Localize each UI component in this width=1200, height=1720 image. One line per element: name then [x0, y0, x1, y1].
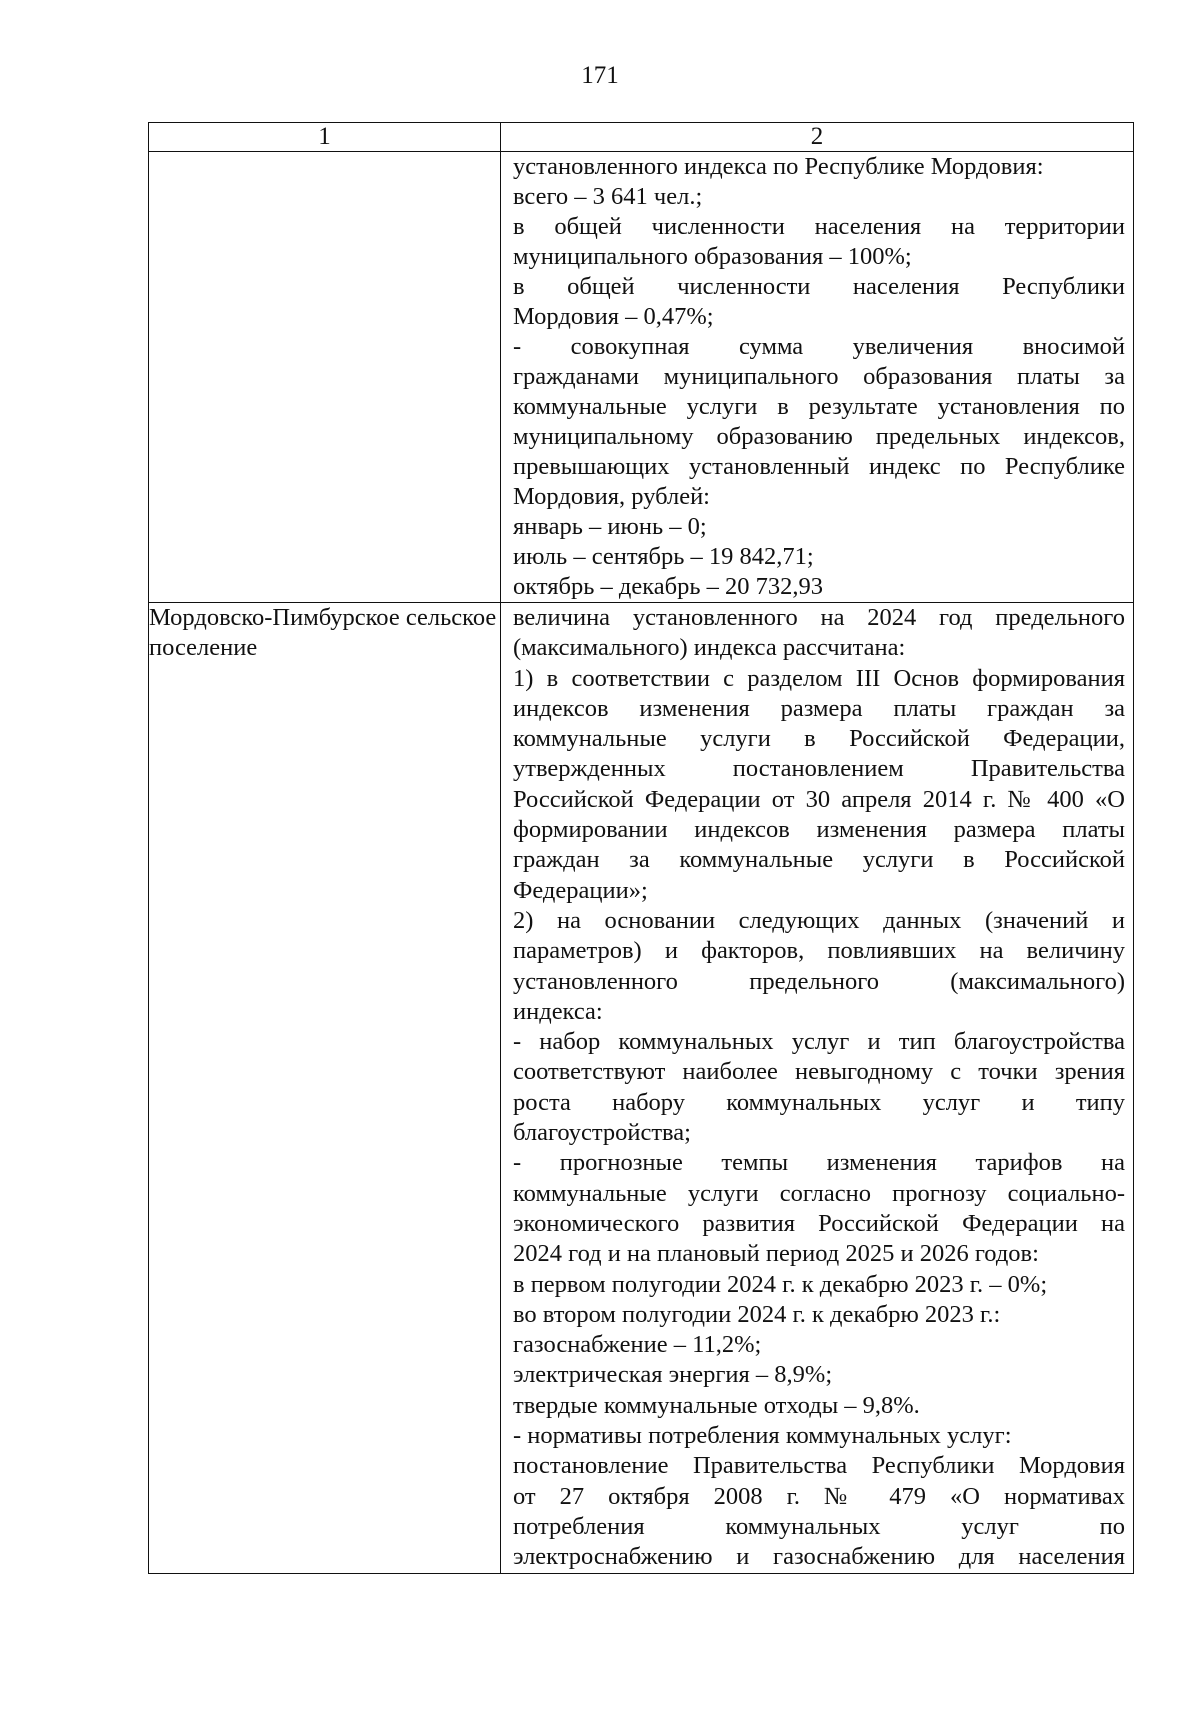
text-line: октябрь – декабрь – 20 732,93: [513, 573, 824, 600]
text-line: утвержденных постановлением Правительства: [513, 755, 1125, 783]
text-line: индекса:: [513, 997, 603, 1025]
text-line: гражданами муниципального образования платы за: [513, 363, 1125, 390]
text-line: газоснабжение – 11,2%;: [513, 1331, 762, 1359]
page-number: 171: [581, 62, 619, 89]
text-line: твердые коммунальные отходы – 9,8%.: [513, 1391, 920, 1419]
text-line: индексов изменения размера платы граждан за: [513, 694, 1125, 722]
text-line: - набор коммунальных услуг и тип благоустройства: [513, 1028, 1125, 1056]
text-line: потребления коммунальных услуг по: [513, 1512, 1125, 1540]
text-line: параметров) и факторов, повлиявших на величину: [513, 937, 1125, 965]
text-line: установленного предельного (максимального): [513, 967, 1125, 995]
text-line: во втором полугодии 2024 г. к декабрю 2023 г.:: [513, 1300, 1001, 1328]
text-line: (максимального) индекса рассчитана:: [513, 634, 906, 662]
text-line: экономического развития Российской Федерации на: [513, 1209, 1125, 1237]
text-line: - совокупная сумма увеличения вносимой: [513, 333, 1125, 360]
text-line: Мордовия, рублей:: [513, 483, 710, 510]
municipality-cell: [149, 152, 501, 603]
text-line: соответствуют наиболее невыгодному с точки зрения: [513, 1058, 1125, 1086]
text-line: в общей численности населения Республики: [513, 273, 1125, 300]
text-line: июль – сентябрь – 19 842,71;: [513, 543, 814, 570]
text-line: январь – июнь – 0;: [513, 513, 707, 540]
column-header-1: 1: [149, 123, 501, 152]
text-line: формировании индексов изменения размера платы: [513, 816, 1125, 844]
text-line: коммунальные услуги в результате установления по: [513, 393, 1125, 420]
description-cell: [501, 603, 1134, 1574]
table-header-row: [149, 123, 1134, 152]
text-line: постановление Правительства Республики Мордовия: [513, 1452, 1125, 1480]
text-line: граждан за коммунальные услуги в Российской: [513, 846, 1125, 874]
text-line: муниципального образования – 100%;: [513, 243, 912, 270]
column-header-2: 2: [501, 123, 1134, 152]
text-line: благоустройства;: [513, 1119, 691, 1147]
text-line: в общей численности населения на территории: [513, 213, 1125, 240]
text-line: в первом полугодии 2024 г. к декабрю 2023 г. – 0%;: [513, 1270, 1048, 1298]
text-line: муниципальному образованию предельных индексов,: [513, 423, 1125, 450]
municipality-cell: Мордовско-Пимбурское сельское поселение: [149, 603, 501, 1574]
text-line: - прогнозные темпы изменения тарифов на: [513, 1149, 1125, 1177]
text-line: 2024 год и на плановый период 2025 и 2026 годов:: [513, 1240, 1039, 1268]
document-table: [148, 122, 1134, 1574]
description-cell: [501, 152, 1134, 603]
table-row: [149, 152, 1134, 603]
text-line: коммунальные услуги в Российской Федерации,: [513, 725, 1125, 753]
table-row: [149, 603, 1134, 1574]
description-lines: [501, 152, 1133, 602]
text-line: электроснабжению и газоснабжению для населения: [513, 1543, 1125, 1571]
description-lines: [501, 603, 1133, 1573]
text-line: - нормативы потребления коммунальных услуг:: [513, 1422, 1012, 1450]
text-line: Мордовия – 0,47%;: [513, 303, 714, 330]
text-line: величина установленного на 2024 год предельного: [513, 604, 1125, 631]
text-line: установленного индекса по Республике Мордовия:: [513, 153, 1044, 180]
text-line: 2) на основании следующих данных (значений и: [513, 906, 1125, 934]
text-line: электрическая энергия – 8,9%;: [513, 1361, 833, 1389]
text-line: коммунальные услуги согласно прогнозу социально-: [513, 1179, 1125, 1207]
text-line: Федерации»;: [513, 876, 648, 904]
text-line: 1) в соответствии с разделом III Основ формирования: [513, 664, 1125, 692]
text-line: превышающих установленный индекс по Республике: [513, 453, 1125, 480]
text-line: всего – 3 641 чел.;: [513, 183, 703, 210]
text-line: от 27 октября 2008 г. № 479 «О нормативах: [513, 1482, 1125, 1510]
text-line: роста набору коммунальных услуг и типу: [513, 1088, 1125, 1116]
text-line: Российской Федерации от 30 апреля 2014 г. № 400 «О: [513, 785, 1125, 813]
